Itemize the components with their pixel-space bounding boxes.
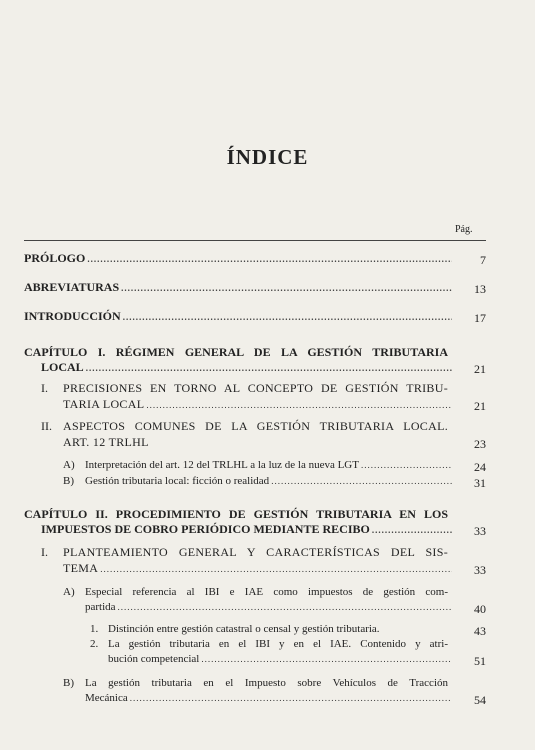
toc-page-number: 33 bbox=[474, 563, 486, 577]
toc-page-number: 7 bbox=[480, 253, 486, 267]
toc-item-number: 2. bbox=[90, 638, 99, 650]
toc-page-number: 54 bbox=[474, 693, 486, 707]
page-title: ÍNDICE bbox=[226, 145, 309, 169]
toc-section-1-line1: PRECISIONES EN TORNO AL CONCEPTO DE GESTIÓN TRIBU- bbox=[63, 381, 448, 395]
toc-subsection-vehiculos-line2: Mecánica ..... bbox=[85, 691, 454, 705]
toc-item-distincion: Distinción entre gestión catastral o censal y gestión tributaria. bbox=[108, 623, 380, 635]
toc-item-ibi-iae-line2: bución competencial ..... bbox=[108, 652, 454, 666]
toc-subsection-letter: A) bbox=[63, 586, 75, 598]
dot-leader bbox=[372, 523, 452, 537]
toc-subsection-especial-line2: partida ..... bbox=[85, 600, 454, 614]
toc-section-2-line2: ART. 12 TRLHL bbox=[63, 435, 149, 449]
dot-leader bbox=[361, 458, 452, 472]
toc-item-number: 1. bbox=[90, 623, 99, 635]
dot-leader bbox=[118, 600, 452, 614]
toc-chapter-1-line1: CAPÍTULO I. RÉGIMEN GENERAL DE LA GESTIÓN TRIBUTARIA bbox=[24, 345, 448, 359]
toc-item-ibi-iae-line1: La gestión tributaria en el IBI y en el IAE. Contenido y atri- bbox=[108, 638, 448, 650]
toc-entry-abreviaturas: ABREVIATURAS ..... bbox=[24, 280, 454, 295]
toc-page-number: 23 bbox=[474, 437, 486, 451]
toc-chapter-2-line1: CAPÍTULO II. PROCEDIMIENTO DE GESTIÓN TRIBUTARIA EN LOS bbox=[24, 507, 448, 521]
toc-subsection-vehiculos-line1: La gestión tributaria en el Impuesto sobre Vehículos de Tracción bbox=[85, 677, 448, 689]
dot-leader bbox=[146, 398, 452, 412]
toc-page-number: 24 bbox=[474, 460, 486, 474]
dot-leader bbox=[87, 252, 452, 266]
dot-leader bbox=[271, 474, 452, 488]
toc-section-1-line2: TARIA LOCAL ..... bbox=[63, 397, 454, 412]
page-column-label: Pág. bbox=[455, 224, 473, 235]
toc-page-number: 51 bbox=[474, 654, 486, 668]
toc-subsection-letter: B) bbox=[63, 677, 74, 689]
dot-leader bbox=[130, 691, 452, 705]
toc-section-planteamiento-line2: TEMA ..... bbox=[63, 561, 454, 576]
toc-page-number: 33 bbox=[474, 524, 486, 538]
toc-subsection-especial-line1: Especial referencia al IBI e IAE como impuestos de gestión com- bbox=[85, 586, 448, 598]
toc-entry-prologo: PRÓLOGO ..... bbox=[24, 251, 454, 266]
toc-section-2-line1: ASPECTOS COMUNES DE LA GESTIÓN TRIBUTARIA LOCAL. bbox=[63, 419, 448, 433]
toc-subsection-ficcion: Gestión tributaria local: ficción o realidad ..... bbox=[85, 474, 454, 488]
toc-page-number: 40 bbox=[474, 602, 486, 616]
toc-section-number: II. bbox=[41, 419, 52, 433]
toc-section-planteamiento-line1: PLANTEAMIENTO GENERAL Y CARACTERÍSTICAS DEL SIS- bbox=[63, 545, 448, 559]
toc-page-number: 21 bbox=[474, 362, 486, 376]
toc-section-number: I. bbox=[41, 381, 48, 395]
header-rule bbox=[24, 240, 486, 241]
toc-chapter-1-line2: LOCAL ..... bbox=[41, 360, 454, 375]
dot-leader bbox=[100, 562, 452, 576]
dot-leader bbox=[123, 310, 452, 324]
dot-leader bbox=[86, 361, 452, 375]
toc-subsection-letter: B) bbox=[63, 475, 74, 487]
toc-page-number: 21 bbox=[474, 399, 486, 413]
toc-page-number: 13 bbox=[474, 282, 486, 296]
dot-leader bbox=[201, 652, 452, 666]
toc-subsection-letter: A) bbox=[63, 459, 75, 471]
toc-page-number: 31 bbox=[474, 476, 486, 490]
toc-entry-introduccion: INTRODUCCIÓN ..... bbox=[24, 309, 454, 324]
toc-subsection-interpretacion: Interpretación del art. 12 del TRLHL a la luz de la nueva LGT ..... bbox=[85, 458, 454, 472]
toc-page-number: 17 bbox=[474, 311, 486, 325]
toc-chapter-2-line2: IMPUESTOS DE COBRO PERIÓDICO MEDIANTE RECIBO ..... bbox=[41, 522, 454, 537]
toc-section-number: I. bbox=[41, 545, 48, 559]
dot-leader bbox=[121, 281, 452, 295]
toc-page-number: 43 bbox=[474, 624, 486, 638]
